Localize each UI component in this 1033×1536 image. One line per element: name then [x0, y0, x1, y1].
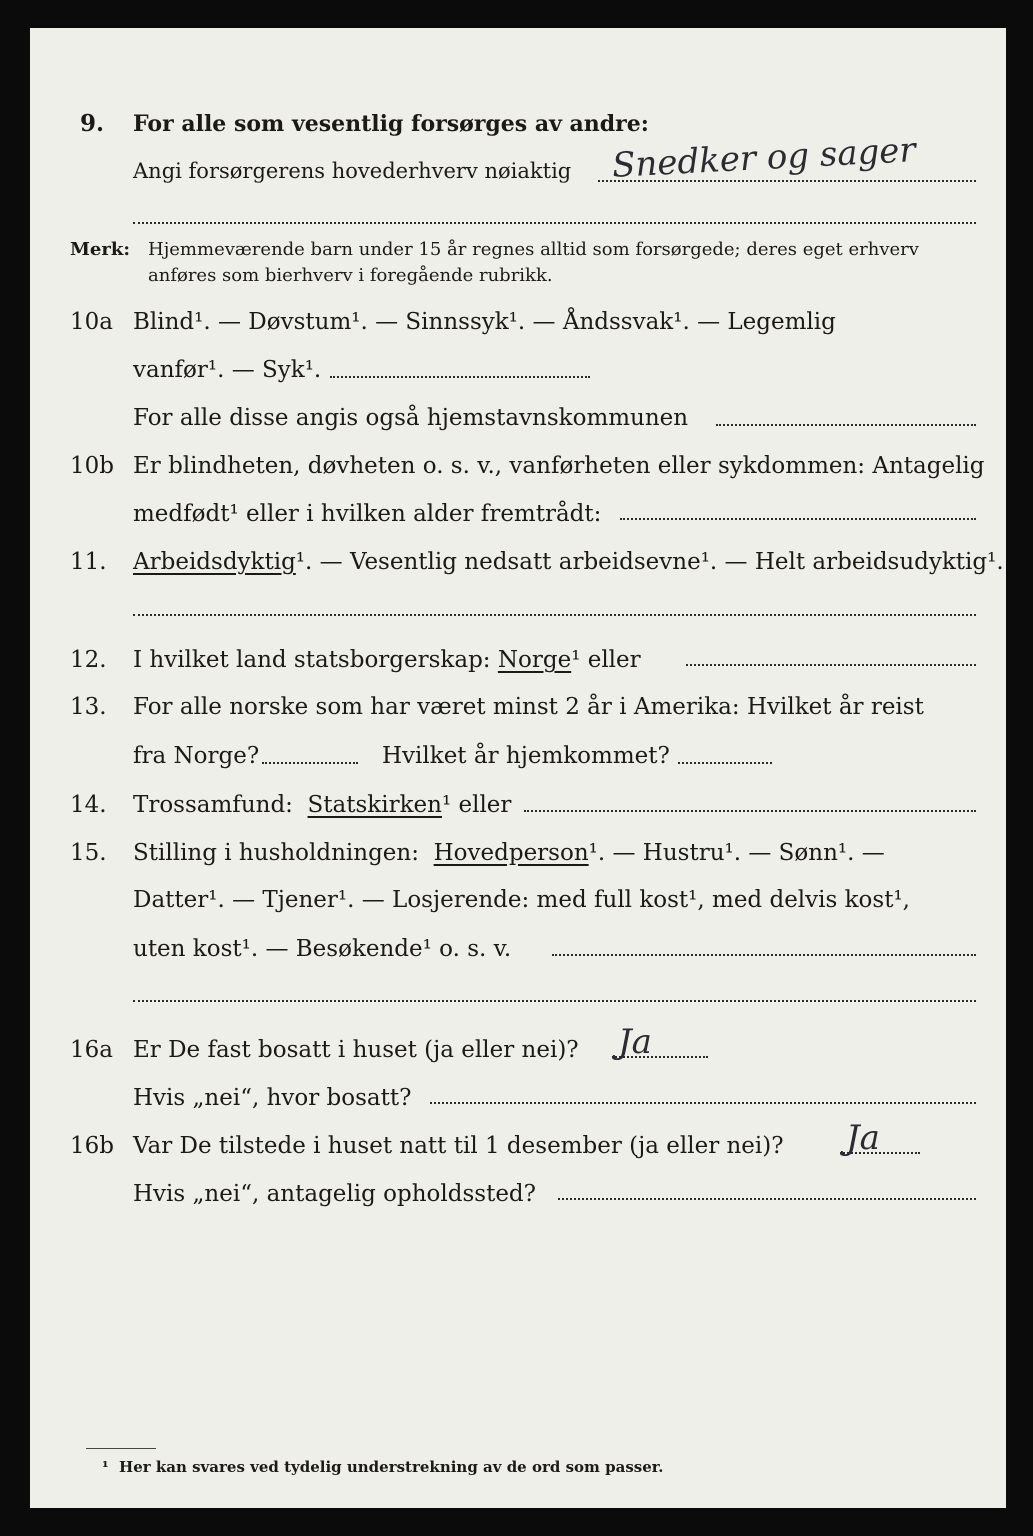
q16b-number: 16b — [70, 1133, 114, 1159]
merk-label: Merk: — [70, 239, 130, 260]
q14-line — [133, 791, 511, 819]
q14-suffix: ¹ eller — [441, 792, 512, 818]
footnote — [102, 1453, 664, 1481]
q10a-kommune-line — [716, 424, 976, 426]
q9-extra-line — [133, 222, 976, 224]
q12-suffix: ¹ eller — [571, 647, 641, 673]
q10a-number: 10a — [70, 309, 113, 335]
q9-prompt: Angi forsørgerens hovederhverv nøiaktig — [133, 159, 572, 183]
merk-line-1: Hjemmeværende barn under 15 år regnes alltid som forsørgede; deres eget erhverv — [148, 239, 919, 260]
q14-answer-line — [524, 810, 976, 812]
q15-number: 15. — [70, 840, 107, 866]
q15-line-1 — [133, 839, 885, 867]
q9-number: 9. — [80, 110, 105, 137]
q11-options-rest: ¹. — Vesentlig nedsatt arbeidsevne¹. — Helt arbeidsudyktig¹. — [295, 549, 1004, 575]
q9-heading: For alle som vesentlig forsørges av andre: — [133, 111, 649, 137]
q11-extra-line — [133, 614, 976, 616]
q11-line-1 — [133, 548, 1004, 576]
footnote-text: Her kan svares ved tydelig understrekning av de ord som passer. — [119, 1458, 664, 1476]
q16b-opholdssted-line — [558, 1198, 976, 1200]
q16b-handwritten-answer: Ja — [846, 1118, 880, 1158]
q15-prompt: Stilling i husholdningen: — [133, 840, 419, 866]
q16a-handwritten-answer: Ja — [618, 1022, 652, 1062]
q16a-number: 16a — [70, 1037, 113, 1063]
q12-line — [133, 646, 641, 674]
q16b-line-2: Hvis „nei“, antagelig opholdssted? — [133, 1181, 536, 1207]
q15-options-rest: ¹. — Hustru¹. — Sønn¹. — — [588, 840, 885, 866]
q13-reist-line — [262, 762, 358, 764]
q10b-line-1: Er blindheten, døvheten o. s. v., vanførheten eller sykdommen: Antagelig — [133, 453, 985, 479]
q13-line-2a: fra Norge? — [133, 743, 260, 769]
q13-line-2b: Hvilket år hjemkommet? — [382, 743, 670, 769]
q15-line-2: Datter¹. — Tjener¹. — Losjerende: med full kost¹, med delvis kost¹, — [133, 887, 910, 913]
q10a-syk-line — [330, 376, 590, 378]
merk-line-2: anføres som bierhverv i foregående rubrikk. — [148, 265, 553, 286]
q11-number: 11. — [70, 549, 107, 575]
q11-underlined-option: Arbeidsdyktig — [133, 549, 296, 575]
q13-hjemkommet-line — [678, 762, 772, 764]
q12-prompt: I hvilket land statsborgerskap: — [133, 647, 491, 673]
q16a-bosatt-line — [430, 1102, 976, 1104]
footnote-rule — [86, 1448, 156, 1449]
q12-answer-line — [686, 664, 976, 666]
q10a-line-2: vanfør¹. — Syk¹. — [133, 357, 322, 383]
q15-extra-line — [133, 1000, 976, 1002]
q10b-number: 10b — [70, 453, 114, 479]
q16a-line-1: Er De fast bosatt i huset (ja eller nei)? — [133, 1037, 579, 1063]
q15-answer-line — [552, 954, 976, 956]
q12-underlined-option: Norge — [497, 647, 572, 673]
q15-line-3: uten kost¹. — Besøkende¹ o. s. v. — [133, 936, 512, 962]
q14-underlined-option: Statskirken — [307, 792, 442, 818]
q10b-answer-line — [620, 518, 976, 520]
q9-handwritten-answer: Snedker og sager — [611, 130, 917, 186]
q14-prompt: Trossamfund: — [133, 792, 293, 818]
q16a-line-2: Hvis „nei“, hvor bosatt? — [133, 1085, 412, 1111]
q16b-line-1: Var De tilstede i huset natt til 1 desember (ja eller nei)? — [133, 1133, 784, 1159]
q10b-line-2: medfødt¹ eller i hvilken alder fremtrådt: — [133, 501, 602, 527]
q13-number: 13. — [70, 694, 107, 720]
q15-underlined-option: Hovedperson — [433, 840, 589, 866]
q14-number: 14. — [70, 792, 107, 818]
q13-line-1: For alle norske som har været minst 2 år i Amerika: Hvilket år reist — [133, 694, 924, 720]
q10a-line-1: Blind¹. — Døvstum¹. — Sinnssyk¹. — Åndssvak¹. — Legemlig — [133, 309, 836, 335]
footnote-mark: ¹ — [102, 1458, 109, 1476]
q12-number: 12. — [70, 647, 107, 673]
q10a-line-3: For alle disse angis også hjemstavnskommunen — [133, 405, 689, 431]
